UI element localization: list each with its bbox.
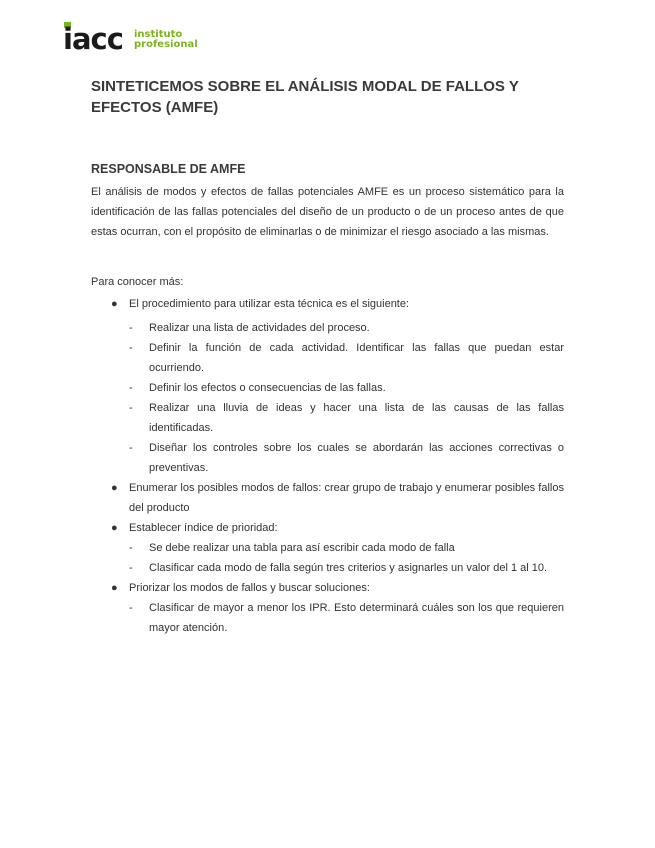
bullet-icon: ● <box>111 522 118 534</box>
list-item <box>91 518 564 578</box>
list-item <box>91 478 564 518</box>
list-item-text: Enumerar los posibles modos de fallos: crear grupo de trabajo y enumerar posibles fallos del producto <box>129 482 564 514</box>
sub-list <box>129 538 564 578</box>
dash-icon: - <box>129 322 133 334</box>
intro-text: Para conocer más: <box>91 276 184 288</box>
section-paragraph: El análisis de modos y efectos de fallas potenciales AMFE es un proceso sistemático para la identificación de las fallas potenciales del diseño de un producto o de un proceso antes de que estas ocurran, con el propósito de eliminarlas o de minimizar el riesgo asociado a las mismas. <box>91 186 564 238</box>
dash-icon: - <box>129 602 133 614</box>
dash-icon: - <box>129 542 133 554</box>
sub-list-item <box>129 438 564 478</box>
iacc-logo <box>64 22 198 56</box>
list-item-text: Establecer índice de prioridad: <box>129 522 278 534</box>
sub-list-item <box>129 338 564 378</box>
document-body <box>91 76 564 638</box>
dash-icon: - <box>129 442 133 454</box>
sub-list-item-text: Definir la función de cada actividad. Identificar las fallas que puedan estar ocurriendo. <box>149 342 564 374</box>
logo-mark <box>64 22 132 54</box>
sub-list-item <box>129 398 564 438</box>
section-heading: RESPONSABLE DE AMFE <box>91 162 246 176</box>
sub-list <box>129 318 564 478</box>
bullet-icon: ● <box>111 482 118 494</box>
sub-list-item-text: Realizar una lluvia de ideas y hacer una lista de las causas de las fallas identificadas. <box>149 402 564 434</box>
sub-list-item <box>129 558 564 578</box>
sub-list-item-text: Se debe realizar una tabla para así escribir cada modo de falla <box>149 542 455 554</box>
list-item-text: El procedimiento para utilizar esta técnica es el siguiente: <box>129 298 410 310</box>
logo-brand-text: iacc <box>63 22 123 56</box>
list-item <box>91 294 564 478</box>
sub-list <box>129 598 564 638</box>
dash-icon: - <box>129 562 133 574</box>
document-title: SINTETICEMOS SOBRE EL ANÁLISIS MODAL DE FALLOS Y EFECTOS (AMFE) <box>91 78 519 116</box>
sub-list-item <box>129 598 564 638</box>
sub-list-item-text: Definir los efectos o consecuencias de las fallas. <box>149 382 386 394</box>
sub-list-item <box>129 538 564 558</box>
sub-list-item-text: Diseñar los controles sobre los cuales se abordarán las acciones correctivas o preventivas. <box>149 442 564 474</box>
bullet-icon: ● <box>111 582 118 594</box>
list-item <box>91 578 564 638</box>
sub-list-item-text: Realizar una lista de actividades del proceso. <box>149 322 370 334</box>
dash-icon: - <box>129 402 133 414</box>
sub-list-item <box>129 378 564 398</box>
dash-icon: - <box>129 382 133 394</box>
dash-icon: - <box>129 342 133 354</box>
sub-list-item-text: Clasificar cada modo de falla según tres criterios y asignarles un valor del 1 al 10. <box>149 562 548 574</box>
logo-subtitle <box>134 30 198 50</box>
sub-list-item-text: Clasificar de mayor a menor los IPR. Esto determinará cuáles son los que requieren mayor atención. <box>149 602 564 634</box>
sub-list-item <box>129 318 564 338</box>
logo-subtitle-line2: profesional <box>134 39 198 50</box>
logo-subtitle-line1: instituto <box>134 29 183 40</box>
list-item-text: Priorizar los modos de fallos y buscar soluciones: <box>129 582 370 594</box>
main-list <box>91 294 564 638</box>
bullet-icon: ● <box>111 298 118 310</box>
